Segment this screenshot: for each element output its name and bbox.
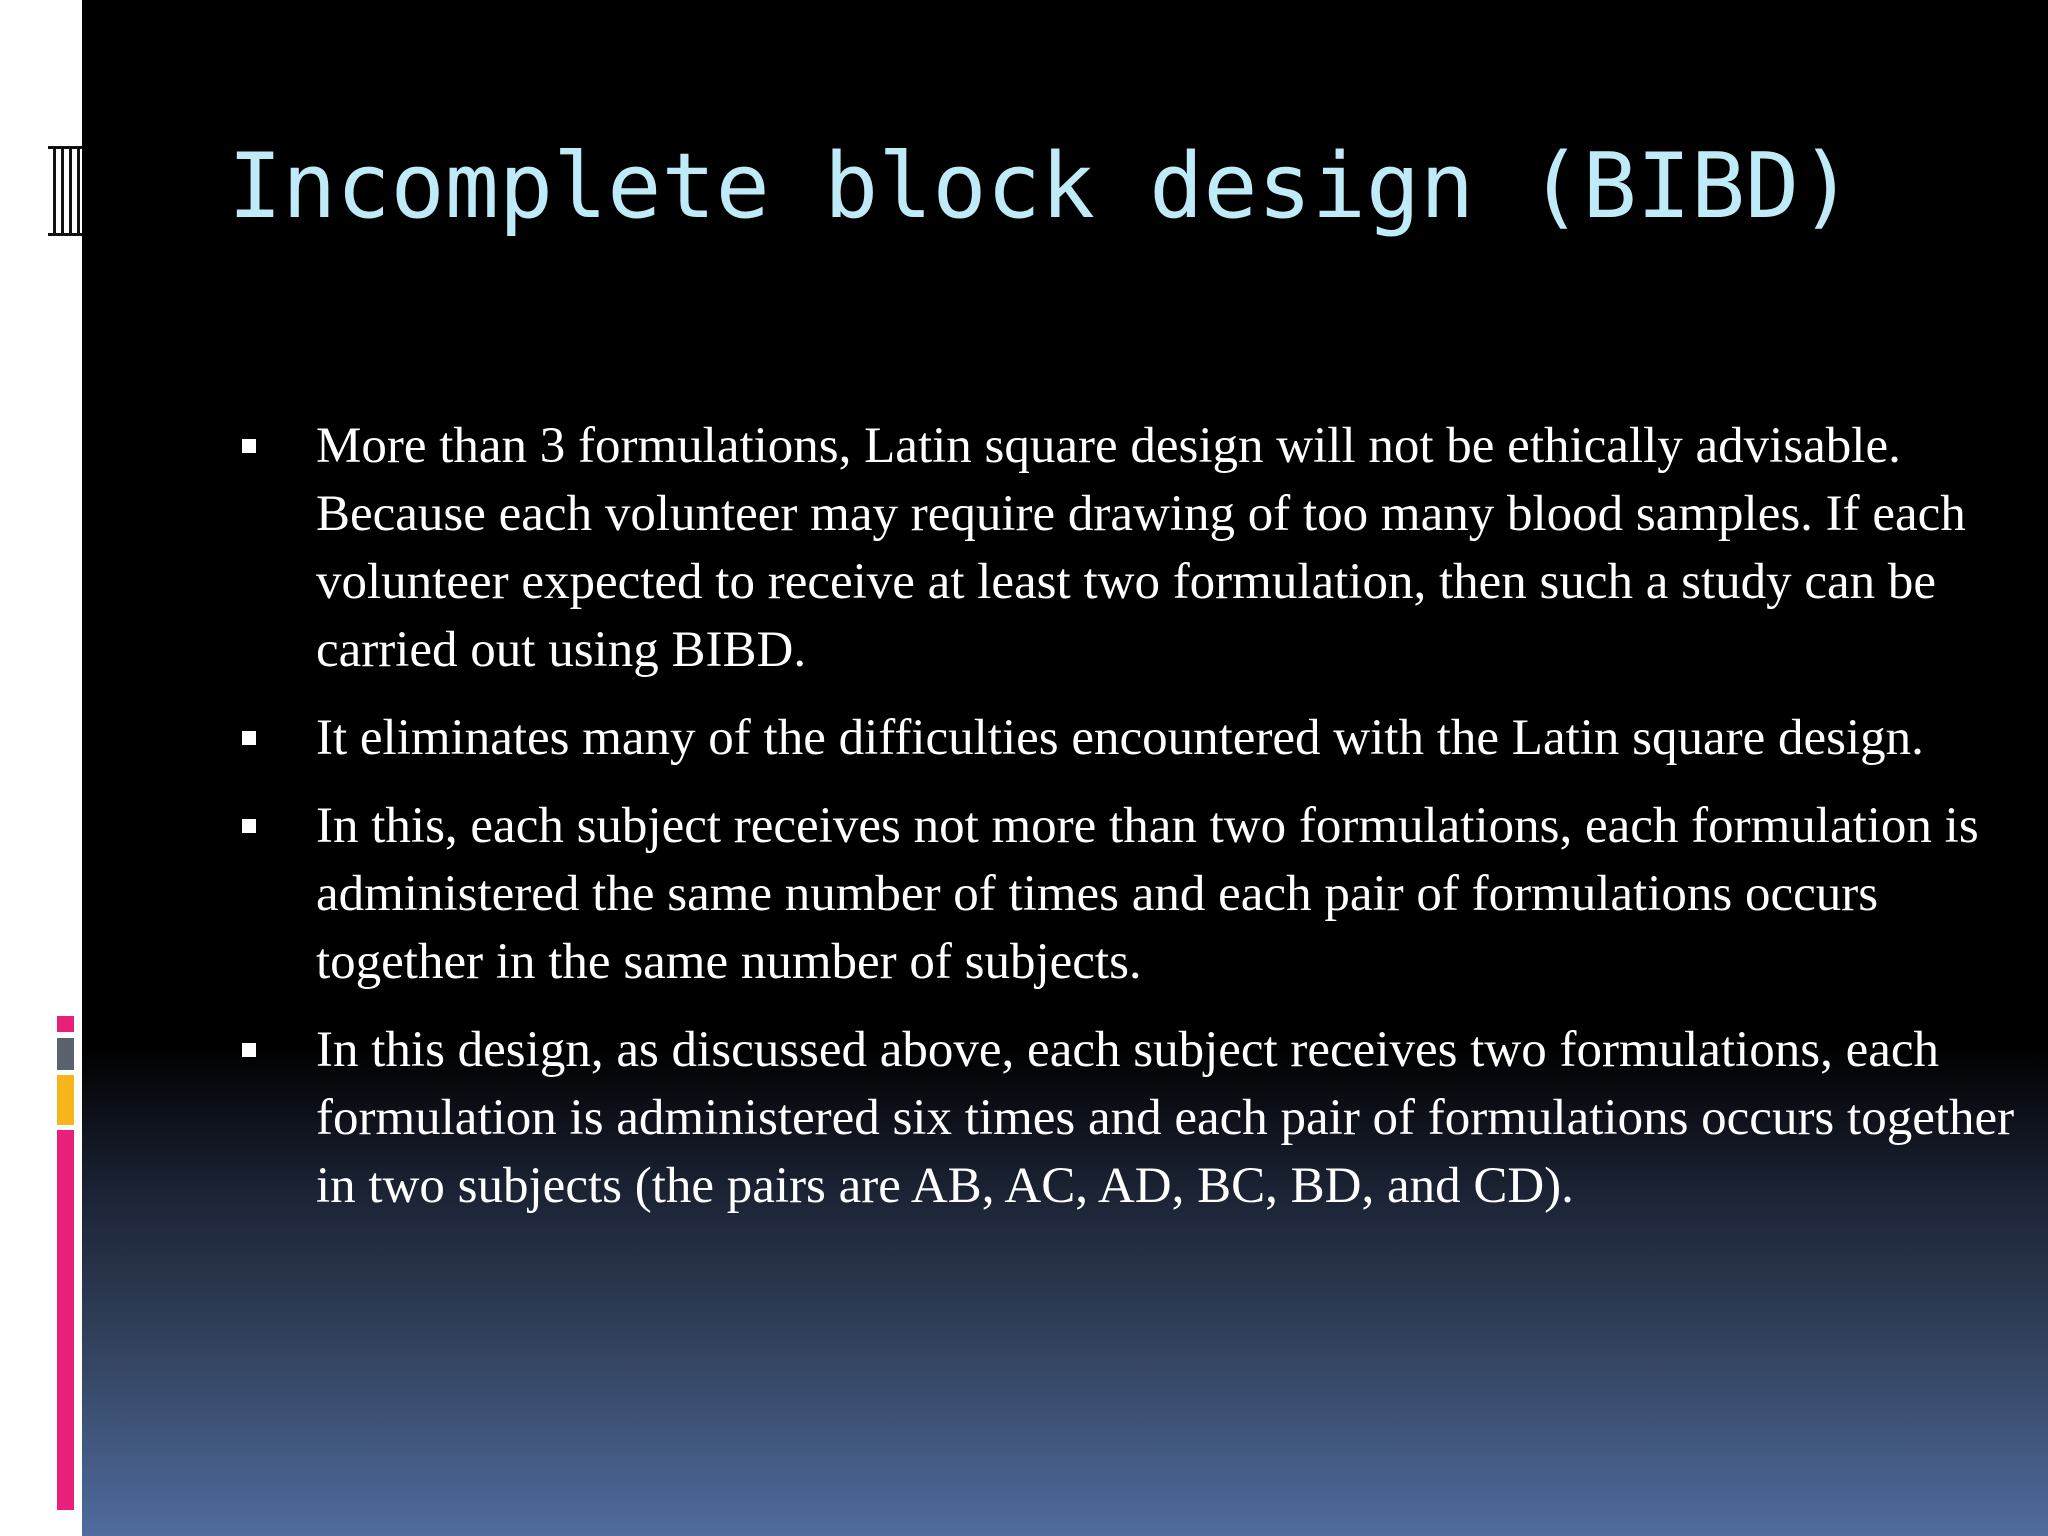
- square-bullet-icon: [242, 1043, 256, 1057]
- bullet-item: [228, 412, 2018, 684]
- bullet-list: [228, 412, 2018, 1240]
- slide-title: Incomplete block design (BIBD): [228, 134, 1854, 239]
- bullet-text: It eliminates many of the difficulties encountered with the Latin square design.: [316, 710, 1924, 766]
- slide-content-area: [82, 0, 2048, 1536]
- square-bullet-icon: [242, 731, 256, 745]
- bullet-item: [228, 792, 2018, 996]
- bullet-item: [228, 704, 2018, 772]
- bullet-item: [228, 1016, 2018, 1220]
- bullet-text: In this design, as discussed above, each subject receives two formulations, each formulation is administered six times and each pair of formulations occurs together in two subjects (the pairs are AB, AC, AD, BC, BD, and CD).: [316, 1022, 2015, 1214]
- bullet-text: In this, each subject receives not more than two formulations, each formulation is administered the same number of times and each pair of formulations occurs together in the same number of subjects.: [316, 798, 1979, 990]
- accent-bar-yellow: [57, 1075, 74, 1125]
- square-bullet-icon: [242, 439, 256, 453]
- accent-bar-gray: [57, 1038, 74, 1070]
- accent-bar-pink-short: [57, 1016, 74, 1032]
- square-bullet-icon: [242, 819, 256, 833]
- accent-bar-pink-long: [57, 1130, 74, 1510]
- lines-decoration-frame: [48, 146, 82, 236]
- left-decoration-strip: [0, 0, 82, 1536]
- bullet-text: More than 3 formulations, Latin square design will not be ethically advisable. Because each volunteer may require drawing of too many blood samples. If each volunteer expected to receive at least two formulation, then such a study can be carried out using BIBD.: [316, 418, 1966, 678]
